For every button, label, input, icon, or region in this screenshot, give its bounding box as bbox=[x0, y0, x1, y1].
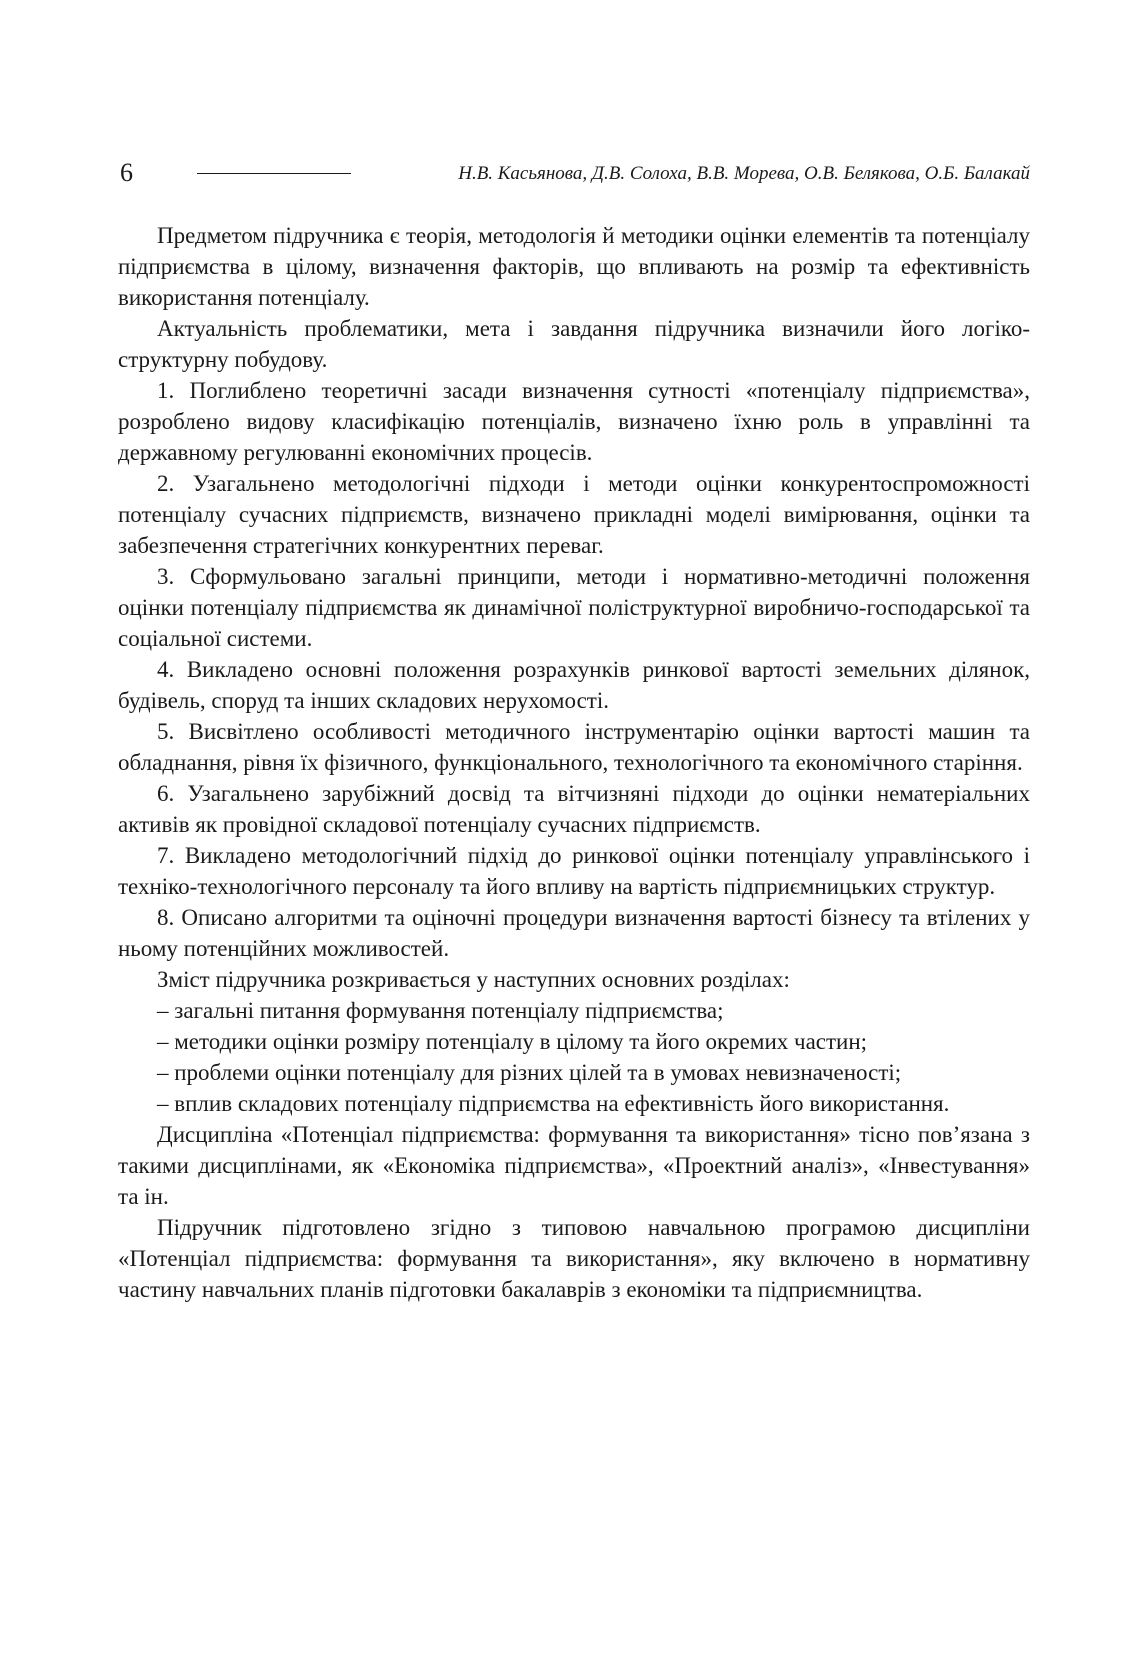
paragraph-item-4: 4. Викладено основні положення розрахунків ринкової вартості земельних ділянок, будівель, споруд та інших складових нерухомості. bbox=[118, 657, 1030, 713]
paragraph-program: Підручник підготовлено згідно з типовою навчальною програмою дисципліни «Потенціал підприємства: формування та використання», яку включено в нормативну частину навчальних планів підготовки бакалаврів з економіки та підприємництва. bbox=[118, 1215, 1030, 1302]
paragraph-item-2: 2. Узагальнено методологічні підходи і методи оцінки конкурентоспроможності потенціалу сучасних підприємств, визначено прикладні моделі вимірювання, оцінки та забезпечення стратегічних конкурентних переваг. bbox=[118, 471, 1030, 558]
paragraph-item-3: 3. Сформульовано загальні принципи, методи і нормативно-методичні положення оцінки потенціалу підприємства як динамічної поліструктурної виробничо-господарської та соціальної системи. bbox=[118, 564, 1030, 651]
page-header bbox=[120, 155, 1030, 195]
running-head-authors: Н.В. Касьянова, Д.В. Солоха, В.В. Морева, О.В. Белякова, О.Б. Балакай bbox=[458, 163, 1030, 184]
header-rule bbox=[197, 173, 351, 174]
list-item-dash: – вплив складових потенціалу підприємства на ефективність його використання. bbox=[157, 1091, 950, 1116]
list-item-dash: – загальні питання формування потенціалу підприємства; bbox=[157, 998, 724, 1023]
paragraph-item-5: 5. Висвітлено особливості методичного інструментарію оцінки вартості машин та обладнання, рівня їх фізичного, функціонального, технологічного та економічного старіння. bbox=[118, 719, 1030, 775]
list-item-dash: – проблеми оцінки потенціалу для різних цілей та в умовах невизначеності; bbox=[157, 1060, 902, 1085]
paragraph-discipline: Дисципліна «Потенціал підприємства: формування та використання» тісно пов’язана з такими дисциплінами, як «Економіка підприємства», «Проектний аналіз», «Інвестування» та ін. bbox=[118, 1122, 1030, 1209]
body-text bbox=[118, 220, 1030, 1305]
paragraph-contents-intro: Зміст підручника розкривається у наступних основних розділах: bbox=[157, 967, 790, 992]
paragraph-item-6: 6. Узагальнено зарубіжний досвід та вітчизняні підходи до оцінки нематеріальних активів як провідної складової потенціалу сучасних підприємств. bbox=[118, 781, 1030, 837]
page-number: 6 bbox=[120, 158, 133, 187]
paragraph-relevance: Актуальність проблематики, мета і завдання підручника визначили його логіко-структурну побудову. bbox=[118, 316, 1030, 372]
paragraph-subject: Предметом підручника є теорія, методологія й методики оцінки елементів та потенціалу підприємства в цілому, визначення факторів, що впливають на розмір та ефективність використання потенціалу. bbox=[118, 223, 1030, 310]
paragraph-item-8: 8. Описано алгоритми та оціночні процедури визначення вартості бізнесу та втілених у ньому потенційних можливостей. bbox=[118, 905, 1030, 961]
paragraph-item-7: 7. Викладено методологічний підхід до ринкової оцінки потенціалу управлінського і техніко-технологічного персоналу та його впливу на вартість підприємницьких структур. bbox=[118, 843, 1030, 899]
list-item-dash: – методики оцінки розміру потенціалу в цілому та його окремих частин; bbox=[157, 1029, 868, 1054]
paragraph-item-1: 1. Поглиблено теоретичні засади визначення сутності «потенціалу підприємства», розроблено видову класифікацію потенціалів, визначено їхню роль в управлінні та державному регулюванні економічних процесів. bbox=[118, 378, 1030, 465]
